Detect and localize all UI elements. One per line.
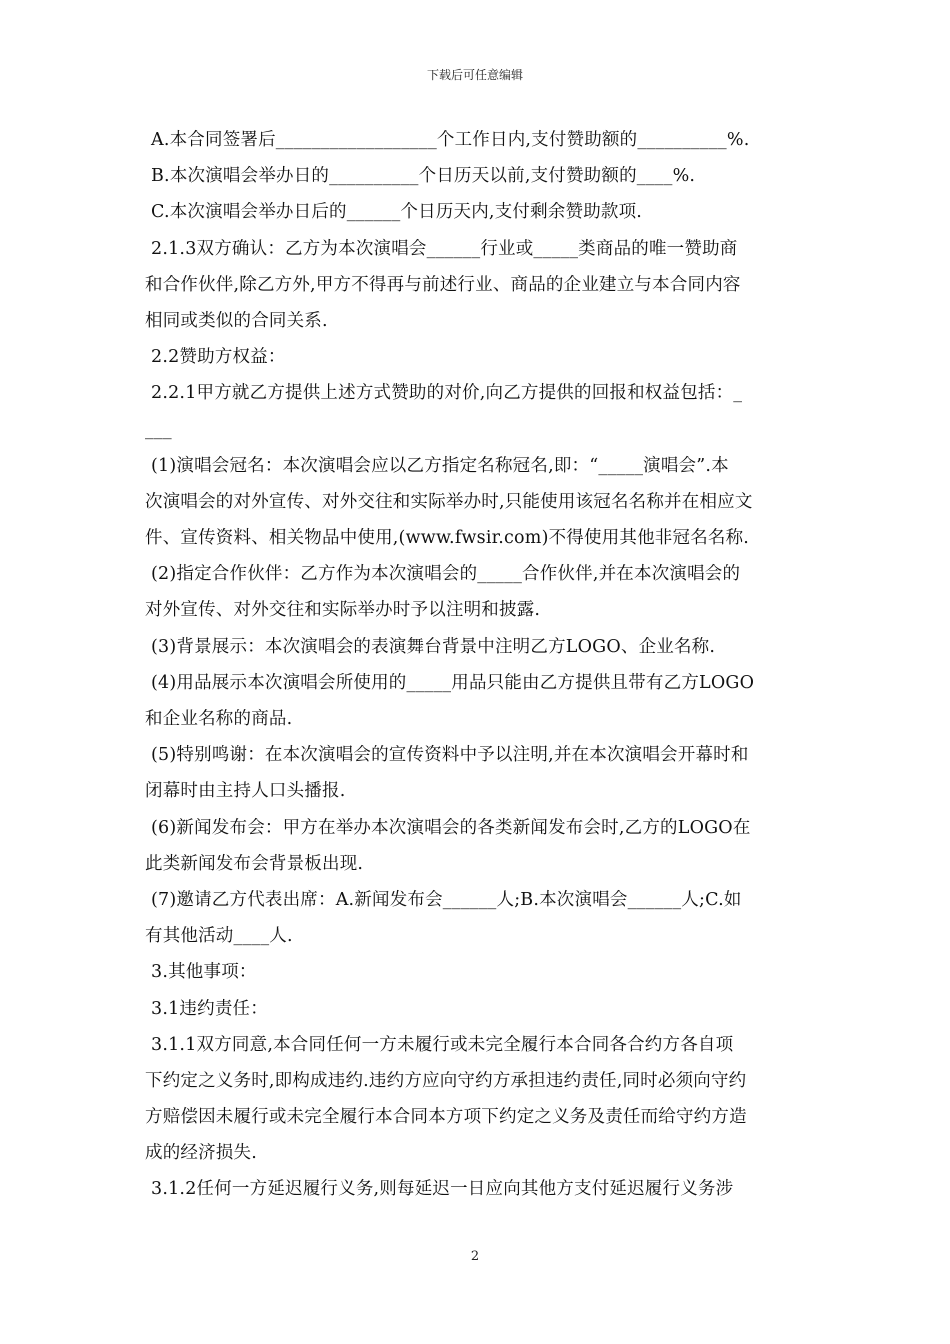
text-line: 和企业名称的商品. [145,709,293,729]
text-line: 2.2赞助方权益： [151,347,286,368]
text-line: (7)邀请乙方代表出席：A.新闻发布会______人;B.本次演唱会______人;C.如 [151,889,742,910]
text-line: 3.其他事项： [151,962,257,983]
text-line: 3.1.1双方同意,本合同任何一方未履行或未完全履行本合同各合约方各自项 [151,1034,734,1055]
text-line: (2)指定合作伙伴：乙方作为本次演唱会的_____合作伙伴,并在本次演唱会的 [151,564,741,585]
text-line: 3.1违约责任： [151,998,268,1019]
text-line: ___ [145,419,172,440]
text-line: 对外宣传、对外交往和实际举办时予以注明和披露. [145,600,541,621]
text-line: (1)演唱会冠名：本次演唱会应以乙方指定名称冠名,即：“_____演唱会”.本 [151,455,729,476]
text-line: (3)背景展示：本次演唱会的表演舞台背景中注明乙方LOGO、企业名称. [151,636,716,657]
text-line: (6)新闻发布会：甲方在举办本次演唱会的各类新闻发布会时,乙方的LOGO在 [151,817,751,838]
text-line: 次演唱会的对外宣传、对外交往和实际举办时,只能使用该冠名名称并在相应文 [145,491,753,512]
text-line: 闭幕时由主持人口头播报. [145,781,346,802]
text-line: 相同或类似的合同关系. [145,310,328,331]
text-line: 2.2.1甲方就乙方提供上述方式赞助的对价,向乙方提供的回报和权益包括：_ [151,383,743,404]
text-line: 3.1.2任何一方延迟履行义务,则每延迟一日应向其他方支付延迟履行义务涉 [151,1179,734,1200]
text-line: 2.1.3双方确认：乙方为本次演唱会______行业或_____类商品的唯一赞助商 [151,238,738,259]
text-line: 和合作伙伴,除乙方外,甲方不得再与前述行业、商品的企业建立与本合同内容 [145,274,741,295]
text-line: (5)特别鸣谢：在本次演唱会的宣传资料中予以注明,并在本次演唱会开幕时和 [151,745,749,766]
document-body [145,122,809,1208]
text-line: 有其他活动____人. [145,926,293,947]
text-line: 下约定之义务时,即构成违约.违约方应向守约方承担违约责任,同时必须向守约 [145,1070,747,1091]
text-line: 方赔偿因未履行或未完全履行本合同本方项下约定之义务及责任而给守约方造 [145,1107,747,1128]
text-line: A.本合同签署后__________________个工作日内,支付赞助额的__________%. [151,130,750,150]
page-header: 下载后可任意编辑 [426,68,523,82]
text-line: 此类新闻发布会背景板出现. [145,853,364,874]
text-line: 件、宣传资料、相关物品中使用,(www.fwsir.com)不得使用其他非冠名名称. [145,528,750,549]
text-line: 成的经济损失. [145,1143,257,1164]
page-number: 2 [470,1249,480,1264]
text-line: C.本次演唱会举办日后的______个日历天内,支付剩余赞助款项. [151,202,643,223]
text-line: B.本次演唱会举办日的__________个日历天以前,支付赞助额的____%. [151,166,696,187]
text-line: (4)用品展示本次演唱会所使用的_____用品只能由乙方提供且带有乙方LOGO [151,672,755,693]
